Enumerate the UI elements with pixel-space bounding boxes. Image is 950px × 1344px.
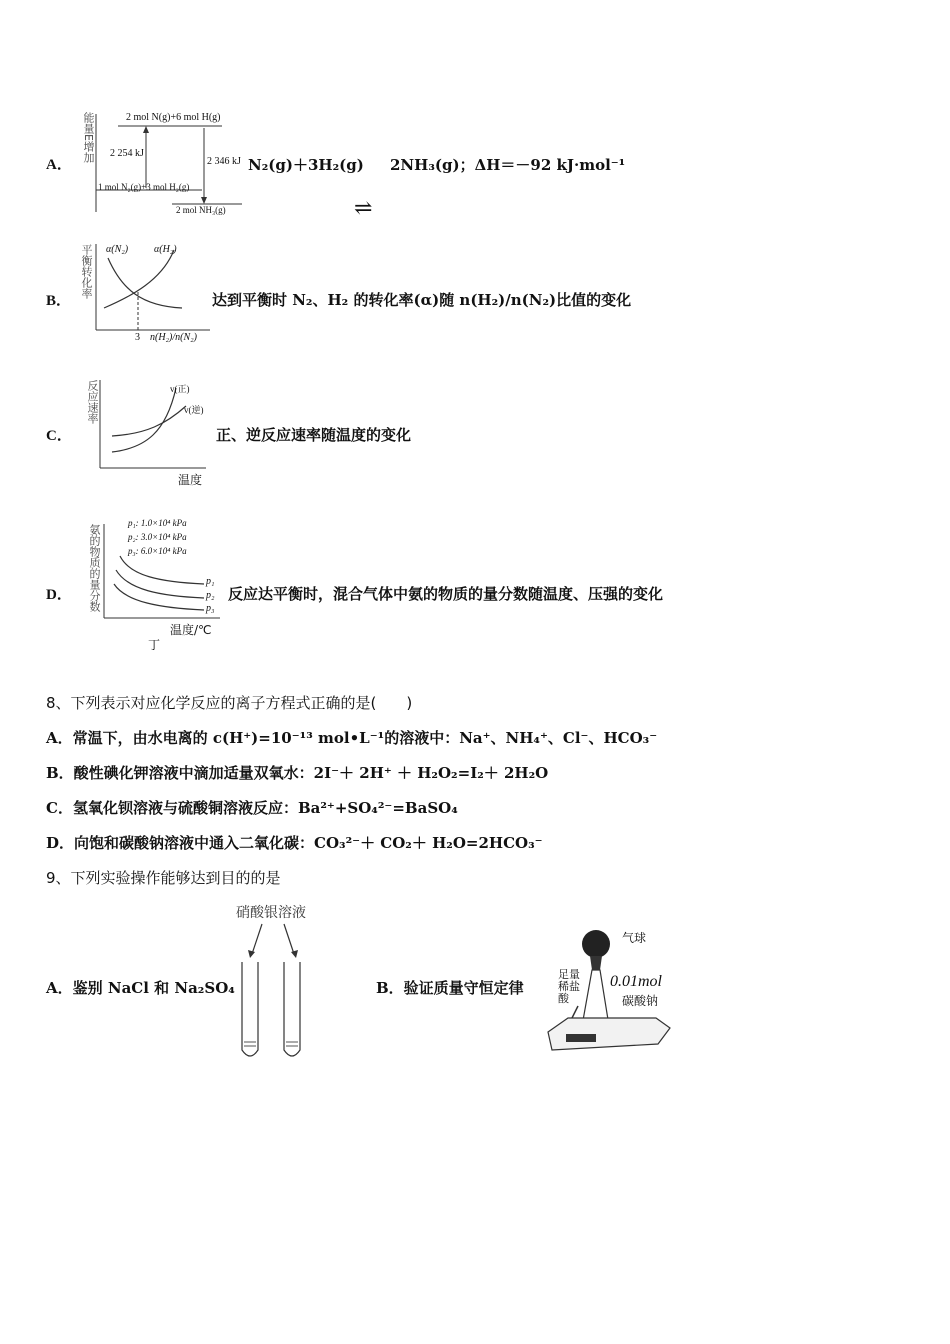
option-c-text: 正、逆反应速率随温度的变化 — [216, 426, 412, 444]
conversion-tick-3: 3 — [135, 332, 140, 343]
ammonia-xlabel: 温度/℃ — [170, 623, 212, 637]
curve-alpha-h2-label: α(H₂) — [154, 244, 177, 255]
curve-v-forward-label: v(正) — [170, 384, 190, 394]
rate-axis-label: 反应速率 — [86, 380, 99, 424]
q9-option-a: A．鉴别 NaCl 和 Na₂SO₄ — [46, 979, 235, 997]
q8-option-c: C．氢氧化钡溶液与硫酸铜溶液反应：Ba²⁺+SO₄²⁻=BaSO₄ — [46, 799, 458, 817]
silver-nitrate-label: 硝酸银溶液 — [236, 905, 306, 921]
option-d-text: 反应达平衡时，混合气体中氨的物质的量分数随温度、压强的变化 — [228, 585, 664, 603]
salt-label: 碳酸钠 — [622, 994, 659, 1008]
legend-p3: p₃: 6.0×10⁴ kPa — [128, 546, 187, 556]
energy-left-value: 2 254 kJ — [110, 148, 144, 159]
conversion-xlabel: n(H₂)/n(N₂) — [150, 332, 197, 343]
curve-v-reverse-label: v(逆) — [184, 405, 204, 415]
option-b-text: 达到平衡时 N₂、H₂ 的转化率(α)随 n(H₂)/n(N₂)比值的变化 — [212, 291, 632, 309]
option-a-equation-left: N₂(g)＋3H₂(g) — [248, 156, 364, 174]
rate-xlabel: 温度 — [178, 473, 203, 487]
option-c-label: C． — [46, 428, 72, 444]
q8-option-d: D．向饱和碳酸钠溶液中通入二氧化碳：CO₃²⁻＋ CO₂＋ H₂O=2HCO₃⁻ — [46, 834, 543, 852]
energy-right-value: 2 346 kJ — [207, 156, 241, 167]
option-a-label: A． — [46, 157, 72, 173]
option-d-label: D． — [46, 587, 72, 603]
ammonia-axis-label: 氨的物质的量分数 — [88, 524, 101, 612]
rate-chart — [96, 376, 208, 472]
balloon-icon — [582, 930, 610, 958]
curve-p2 — [116, 570, 204, 598]
rate-chart-svg — [96, 376, 208, 472]
conversion-chart — [92, 240, 212, 340]
curve-v-forward — [112, 388, 176, 452]
equilibrium-arrow-icon: ⇌ — [354, 196, 373, 221]
q9-option-b: B．验证质量守恒定律 — [376, 979, 524, 997]
amount-label: 0.01mol — [610, 973, 662, 990]
option-b-label: B． — [46, 293, 72, 309]
test-tubes-figure — [232, 920, 322, 1066]
conversion-chart-svg — [92, 240, 212, 340]
curve-alpha-n2-label: α(N₂) — [106, 244, 129, 255]
balloon-label: 气球 — [622, 931, 647, 945]
q9-stem: 9、下列实验操作能够达到目的的是 — [46, 869, 281, 887]
energy-top-level: 2 mol N(g)+6 mol H(g) — [126, 112, 221, 123]
q8-option-a: A．常温下，由水电离的 c(H⁺)=10⁻¹³ mol•L⁻¹的溶液中：Na⁺、NH₄⁺、Cl⁻、HCO₃⁻ — [46, 729, 658, 747]
energy-product: 2 mol NH₃(g) — [176, 205, 226, 215]
curve-alpha-h2 — [104, 250, 174, 308]
conversion-axis-label: 平衡转化率 — [80, 244, 93, 299]
curve-p3-label: p₃ — [206, 603, 215, 614]
curve-p2-label: p₂ — [206, 590, 215, 601]
q8-stem: 8、下列表示对应化学反应的离子方程式正确的是( ) — [46, 694, 413, 712]
option-a-equation-right: 2NH₃(g)；ΔH＝－92 kJ·mol⁻¹ — [390, 156, 626, 174]
energy-reactants: 1 mol N₂(g)+3 mol H₂(g) — [98, 182, 190, 192]
curve-p1-label: p₁ — [206, 576, 215, 587]
legend-p2: p₂: 3.0×10⁴ kPa — [128, 532, 187, 542]
legend-p1: p₁: 1.0×10⁴ kPa — [128, 518, 187, 528]
ammonia-caption: 丁 — [148, 638, 161, 652]
q8-option-b: B．酸性碘化钾溶液中滴加适量双氧水：2I⁻＋ 2H⁺ ＋ H₂O₂=I₂＋ 2H₂O — [46, 764, 549, 782]
acid-label: 足量稀盐酸 — [558, 968, 580, 1005]
test-tubes-svg — [232, 920, 322, 1066]
curve-p1 — [120, 556, 204, 584]
curve-v-reverse — [112, 406, 186, 436]
energy-axis-label: 能量E增加 — [82, 112, 95, 163]
